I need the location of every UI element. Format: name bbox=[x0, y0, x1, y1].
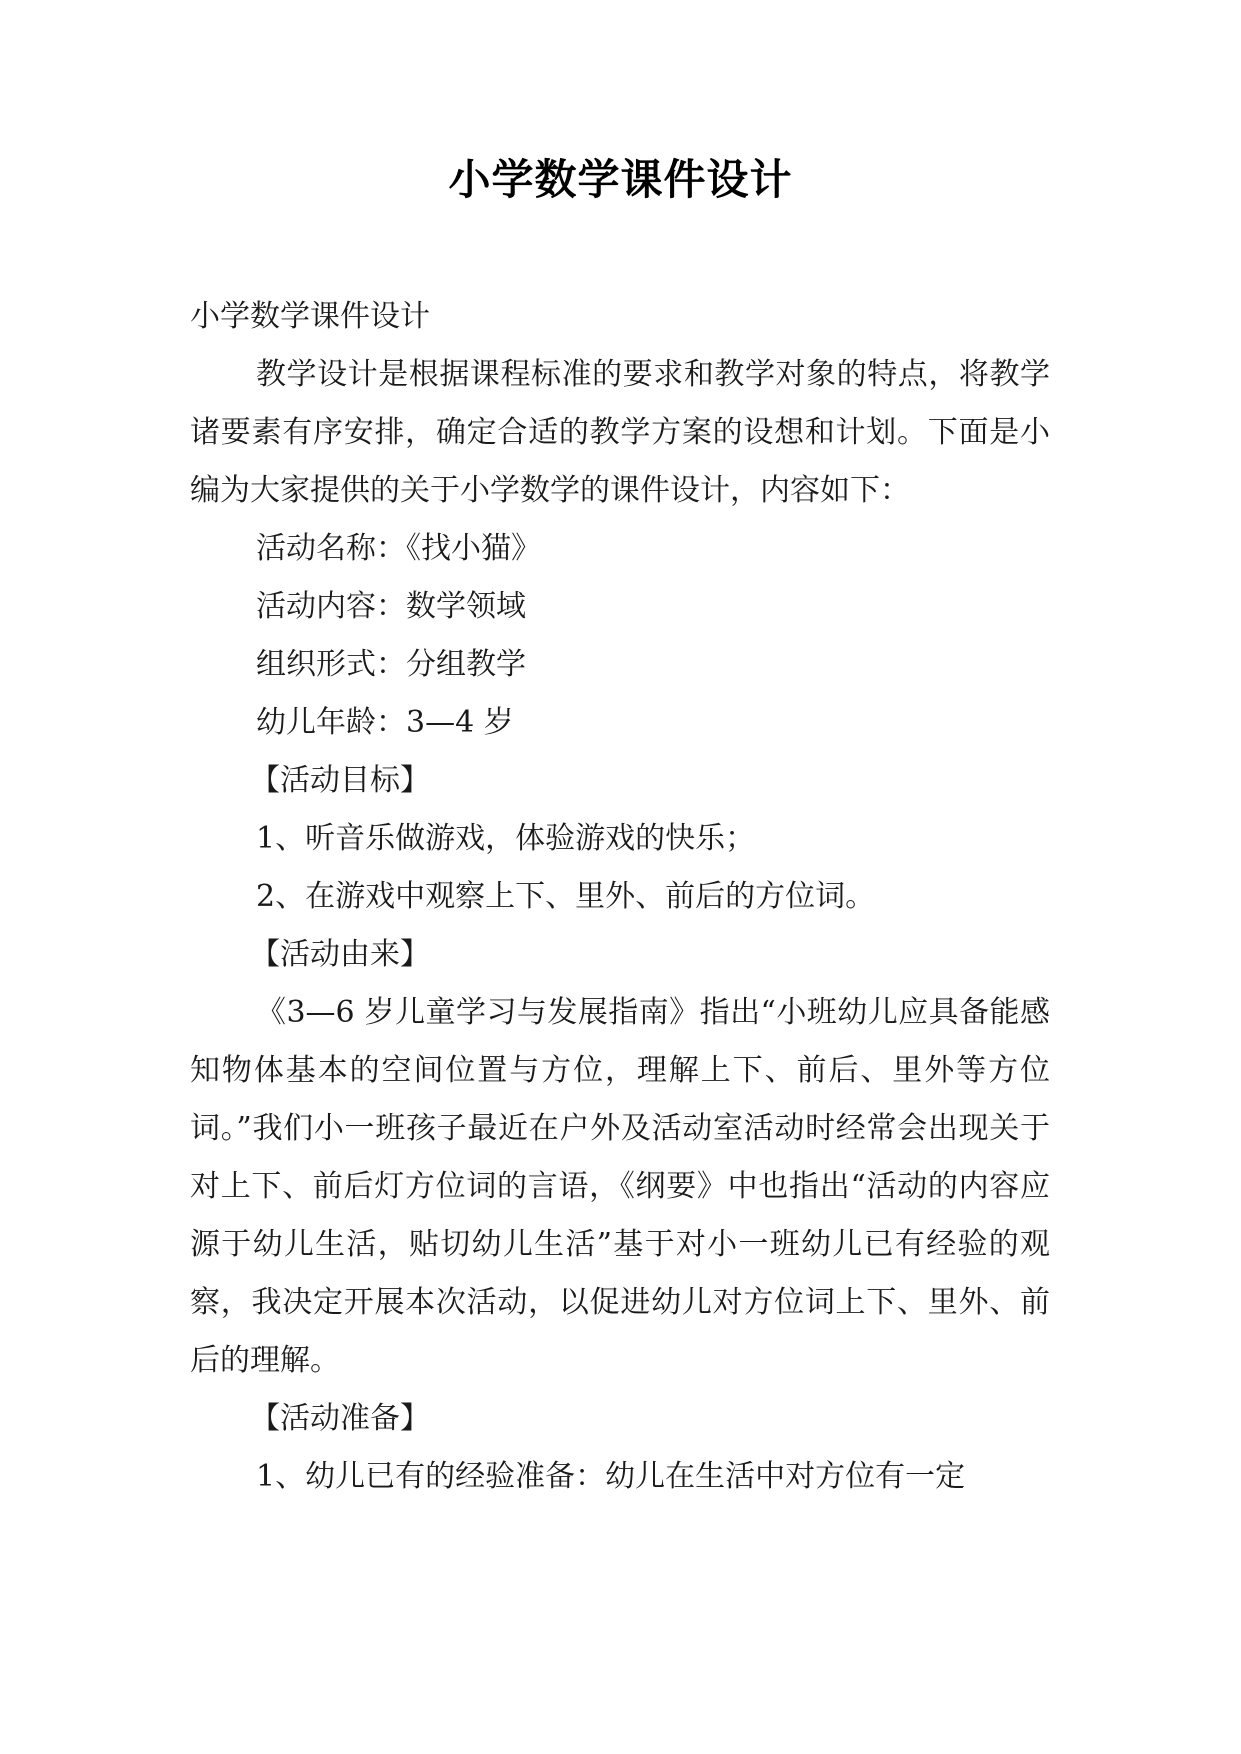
intro-paragraph: 教学设计是根据课程标准的要求和教学对象的特点，将教学诸要素有序安排，确定合适的教学方案的设想和计划。下面是小编为大家提供的关于小学数学的课件设计，内容如下： bbox=[190, 357, 1050, 508]
goal-item: 2、在游戏中观察上下、里外、前后的方位词。 bbox=[256, 879, 876, 914]
activity-name: 活动名称：《找小猫》 bbox=[256, 531, 541, 566]
prep-item: 1、幼儿已有的经验准备：幼儿在生活中对方位有一定 bbox=[256, 1459, 966, 1494]
goals-heading: 【活动目标】 bbox=[250, 763, 430, 798]
document-title: 小学数学课件设计 bbox=[448, 155, 793, 204]
origin-heading: 【活动由来】 bbox=[250, 937, 430, 972]
origin-paragraph: 《3—6 岁儿童学习与发展指南》指出“小班幼儿应具备能感知物体基本的空间位置与方位，理解上下、前后、里外等方位词。”我们小一班孩子最近在户外及活动室活动时经常会出现关于对上下、前后灯方位词的言语，《纲要》中也指出“活动的内容应源于幼儿生活，贴切幼儿生活”基于对小一班幼儿已有经验的观察，我决定开展本次活动，以促进幼儿对方位词上下、里外、前后的理解。 bbox=[190, 995, 1050, 1378]
document-subtitle: 小学数学课件设计 bbox=[190, 299, 430, 334]
goal-item: 1、听音乐做游戏，体验游戏的快乐； bbox=[256, 821, 756, 856]
organization-form: 组织形式：分组教学 bbox=[256, 647, 526, 682]
prep-heading: 【活动准备】 bbox=[250, 1401, 430, 1436]
child-age: 幼儿年龄：3—4 岁 bbox=[256, 705, 514, 740]
activity-content: 活动内容：数学领域 bbox=[256, 589, 526, 624]
document-body bbox=[190, 288, 1050, 1506]
